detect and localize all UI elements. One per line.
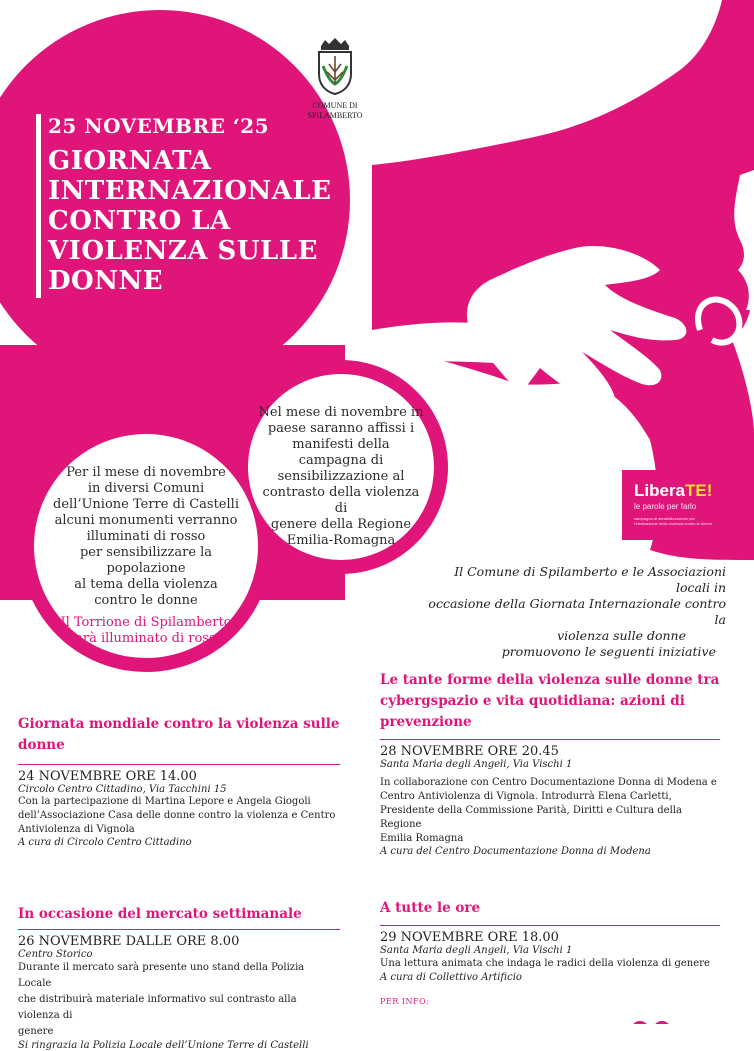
event-description (380, 956, 720, 972)
event-desc-line: genere (18, 1026, 54, 1037)
intro-line: occasione della Giornata Internazionale contro la (428, 596, 726, 627)
event-description (380, 776, 720, 846)
event-desc-line: Antiviolenza di Vignola (18, 824, 135, 835)
event-description (18, 960, 340, 1040)
event-desc-line: Una lettura animata che indaga le radici della violenza di genere (380, 958, 710, 969)
badge-tagline: campagna di sensibilizzazione per l'eliminazione della violenza contro le donne (634, 516, 712, 526)
title-accent-bar (36, 114, 41, 298)
event-desc-line: Emilia Romagna (380, 833, 464, 844)
event-desc-line: dell’Associazione Casa delle donne contro la violenza e Centro (18, 810, 336, 821)
circle-line: per sensibilizzare la popolazione (79, 545, 213, 576)
badge-title: LiberaTE! (634, 481, 713, 500)
intro-line: promuovono le seguenti iniziative (501, 644, 716, 659)
event-organizer: A cura di Collettivo Artificio (380, 972, 522, 983)
event-title-line: Giornata mondiale contro la violenza sulle (18, 716, 340, 732)
circle-line: contro le donne (94, 593, 198, 608)
liberate-campaign-badge (622, 470, 725, 540)
event-card (18, 714, 340, 848)
event-date: 24 NOVEMBRE ORE 14.00 (18, 769, 197, 784)
event-title (18, 904, 340, 925)
intro-line: violenza sulle donne (557, 628, 686, 643)
circle-line: dell’Unione Terre di Castelli (53, 497, 239, 512)
circle-line: alcuni monumenti verranno (54, 513, 238, 528)
event-title-line: A tutte le ore (380, 900, 481, 916)
event-desc-line: Centro Antiviolenza di Vignola. Introdurrà Elena Carletti, (380, 791, 672, 802)
info-label: PER INFO: (380, 997, 430, 1006)
event-description (18, 795, 340, 837)
event-title-line: prevenzione (380, 714, 472, 730)
circle-line: al tema della violenza (74, 577, 218, 592)
circle-line: in diversi Comuni (87, 481, 205, 496)
circle-line: paese saranno affissi i (267, 421, 415, 436)
logo-line-2: SPILAMBERTO (307, 111, 363, 120)
event-divider (18, 764, 340, 765)
circle-line: Emilia-Romagna (286, 533, 396, 548)
circle-line: Per il mese di novembre (66, 465, 226, 480)
circle-line: contrasto della violenza di (262, 485, 420, 516)
intro-text (420, 564, 726, 660)
circle-line: illuminati di rosso (86, 529, 206, 544)
monuments-circle-text (46, 465, 246, 647)
title-line: GIORNATA (48, 146, 212, 176)
page-title (48, 146, 348, 296)
title-line: INTERNAZIONALE (48, 176, 332, 206)
event-title-line: donne (18, 737, 65, 753)
event-place: Circolo Centro Cittadino, Via Tacchini 15 (18, 784, 227, 795)
circle-highlight-line: sarà illuminato di rosso (68, 631, 224, 646)
event-title (380, 670, 720, 733)
event-title (18, 714, 340, 756)
event-title-line: In occasione del mercato settimanale (18, 906, 302, 922)
event-date: 26 NOVEMBRE DALLE ORE 8.00 (18, 934, 240, 949)
wrist-silhouette (372, 322, 540, 368)
circle-line: sensibilizzazione al (277, 469, 405, 484)
event-title (380, 898, 720, 919)
event-divider (380, 925, 720, 926)
circle-line: genere della Regione (270, 517, 412, 532)
event-date: 28 NOVEMBRE ORE 20.45 (380, 744, 559, 759)
campaign-circle-text (258, 405, 424, 549)
event-desc-line: Con la partecipazione di Martina Lepore e Angela Giogoli (18, 796, 311, 807)
event-title-line: cybergspazio e vita quotidiana: azioni di (380, 693, 685, 709)
event-organizer: A cura del Centro Documentazione Donna di Modena (380, 846, 651, 857)
event-place: Santa Maria degli Angeli, Via Vischi 1 (380, 759, 573, 770)
event-organizer: A cura di Circolo Centro Cittadino (18, 837, 192, 848)
event-desc-line: che distribuirà materiale informativo sul contrasto alla violenza di (18, 994, 297, 1021)
event-place: Santa Maria degli Angeli, Via Vischi 1 (380, 945, 573, 956)
title-line: CONTRO LA (48, 206, 231, 236)
circle-line: Nel mese di novembre in (258, 405, 424, 420)
event-title-line: Le tante forme della violenza sulle donne tra (380, 672, 720, 688)
event-date-title: 25 NOVEMBRE ‘25 (48, 114, 270, 138)
event-divider (18, 929, 340, 930)
event-card (380, 670, 720, 857)
circle-highlight-line: Il Torrione di Spilamberto (60, 615, 232, 630)
event-desc-line: Presidente della Commissione Parità, Diritti e Cultura della Regione (380, 805, 682, 830)
event-divider (380, 739, 720, 740)
event-card (18, 904, 340, 1051)
event-desc-line: In collaborazione con Centro Documentazione Donna di Modena e (380, 777, 717, 788)
logo-line-1: COMUNE DI (312, 101, 358, 110)
event-organizer: Si ringrazia la Polizia Locale dell’Unione Terre di Castelli (18, 1040, 309, 1051)
badge-subtitle: le parole per farlo (634, 502, 697, 511)
title-line: VIOLENZA SULLE (48, 236, 318, 266)
municipal-crest-icon (315, 36, 355, 96)
circle-line: manifesti della campagna di (292, 437, 390, 468)
event-place: Centro Storico (18, 949, 93, 960)
event-desc-line: Durante il mercato sarà presente uno stand della Polizia Locale (18, 962, 305, 989)
title-line: DONNE (48, 266, 164, 296)
comune-logo (300, 36, 370, 120)
event-date: 29 NOVEMBRE ORE 18.00 (380, 930, 559, 945)
event-card (380, 898, 720, 1006)
intro-line: Il Comune di Spilamberto e le Associazioni locali in (454, 564, 726, 595)
